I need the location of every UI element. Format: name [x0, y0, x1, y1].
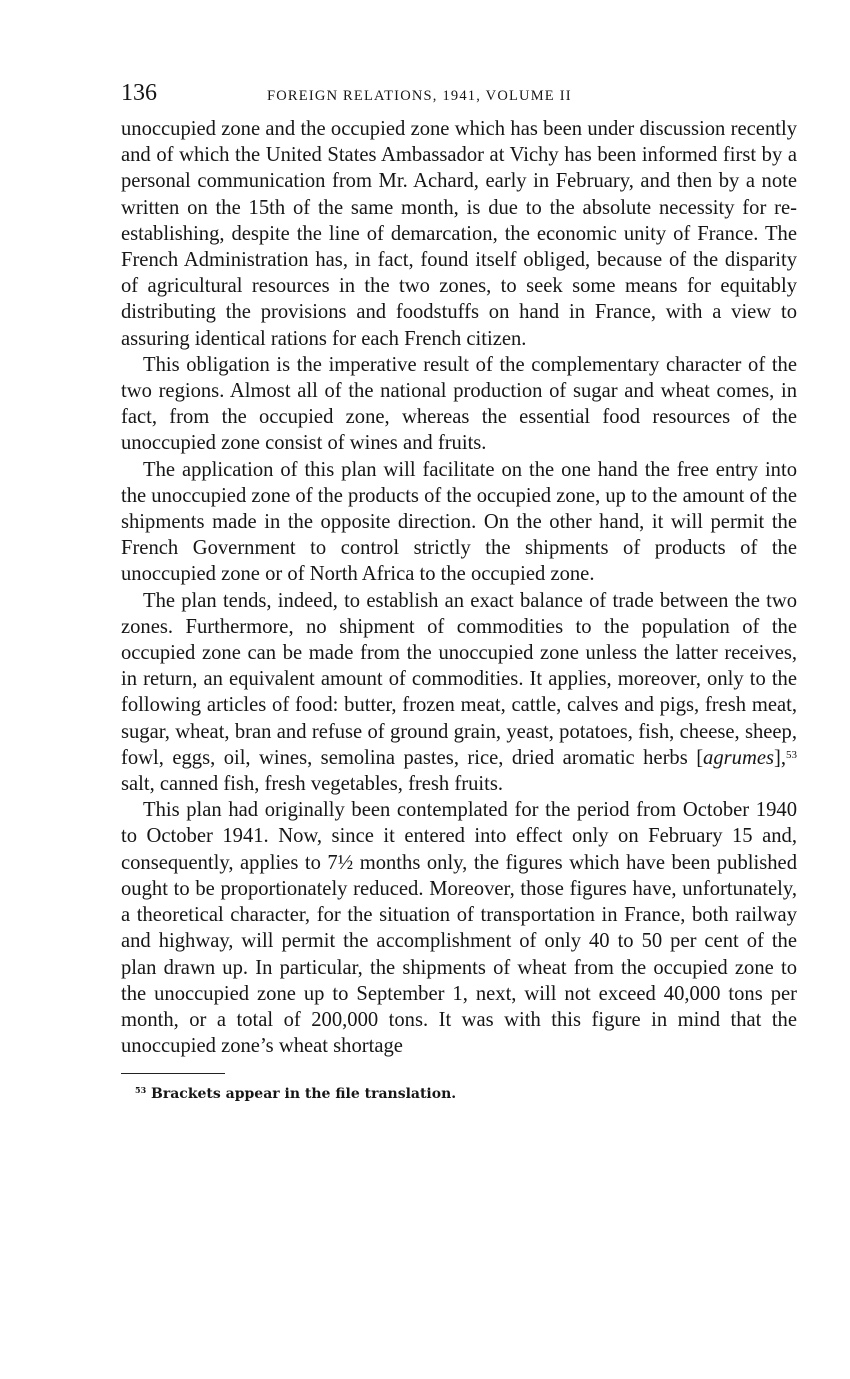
footnote-rule: [121, 1073, 225, 1074]
footnote: [121, 1086, 797, 1102]
paragraph: The application of this plan will facilitate on the one hand the free entry into the unoccupied zone of the products of the occupied zone, up to the amount of the shipments made in the opposite direction. On the other hand, it will permit the French Government to control strictly the shipments of products of the unoccupied zone or of North Africa to the occupied zone.: [121, 458, 797, 586]
bracket-open: [: [696, 746, 704, 769]
bracket-close: ],: [773, 746, 786, 769]
paragraph-text: The plan tends, indeed, to establish an exact balance of trade between the two zones. Furthermore, no shipment of commodities to the population of the occupied zone can be made from the unoccupied zone unless the latter receives, in return, an equivalent amount of commodities. It applies, moreover, only to the following articles of food: butter, frozen meat, cattle, calves and pigs, fresh meat, sugar, wheat, bran and refuse of ground grain, yeast, potatoes, fish, cheese, sheep, fowl, eggs, oil, wines, semolina pastes, rice, dried aromatic herbs: [121, 589, 797, 769]
footnote-reference: 53: [786, 748, 797, 761]
document-page: [121, 80, 797, 1102]
footnote-text: Brackets appear in the file translation.: [151, 1086, 457, 1103]
italic-term: agrumes: [703, 746, 774, 769]
paragraph: This plan had originally been contemplated for the period from October 1940 to October 1941. Now, since it entered into effect only on February 15 and, consequently, applies to 7½ months only, the figures which have been published ought to be proportionately reduced. Moreover, those figures have, unfortunately, a theoretical character, for the situation of transportation in France, both railway and highway, will permit the accomplishment of only 40 to 50 per cent of the plan drawn up. In particular, the shipments of wheat from the occupied zone to the unoccupied zone up to September 1, next, will not exceed 40,000 tons per month, or a total of 200,000 tons. It was with this figure in mind that the unoccupied zone’s wheat shortage: [121, 799, 797, 1058]
paragraph-text: salt, canned fish, fresh vegetables, fresh fruits.: [121, 773, 503, 796]
body-text: [121, 116, 797, 1059]
page-header: [121, 80, 797, 116]
paragraph-food-list: [121, 588, 797, 798]
footnote-marker: 53: [135, 1085, 147, 1096]
page-number: 136: [121, 80, 157, 106]
paragraph-continuation: unoccupied zone and the occupied zone which has been under discussion recently and of which the United States Ambassador at Vichy has been informed first by a personal communication from Mr. Achard, early in February, and then by a note written on the 15th of the same month, is due to the absolute necessity for re-establishing, despite the line of demarcation, the economic unity of France. The French Administration has, in fact, found itself obliged, because of the disparity of agricultural resources in the two zones, to seek some means for equitably distributing the provisions and foodstuffs on hand in France, with a view to assuring identical rations for each French citizen.: [121, 118, 797, 350]
running-title: FOREIGN RELATIONS, 1941, VOLUME II: [267, 88, 572, 104]
paragraph: This obligation is the imperative result of the complementary character of the two regions. Almost all of the national production of sugar and wheat comes, in fact, from the occupied zone, whereas the essential food resources of the unoccupied zone consist of wines and fruits.: [121, 353, 797, 455]
